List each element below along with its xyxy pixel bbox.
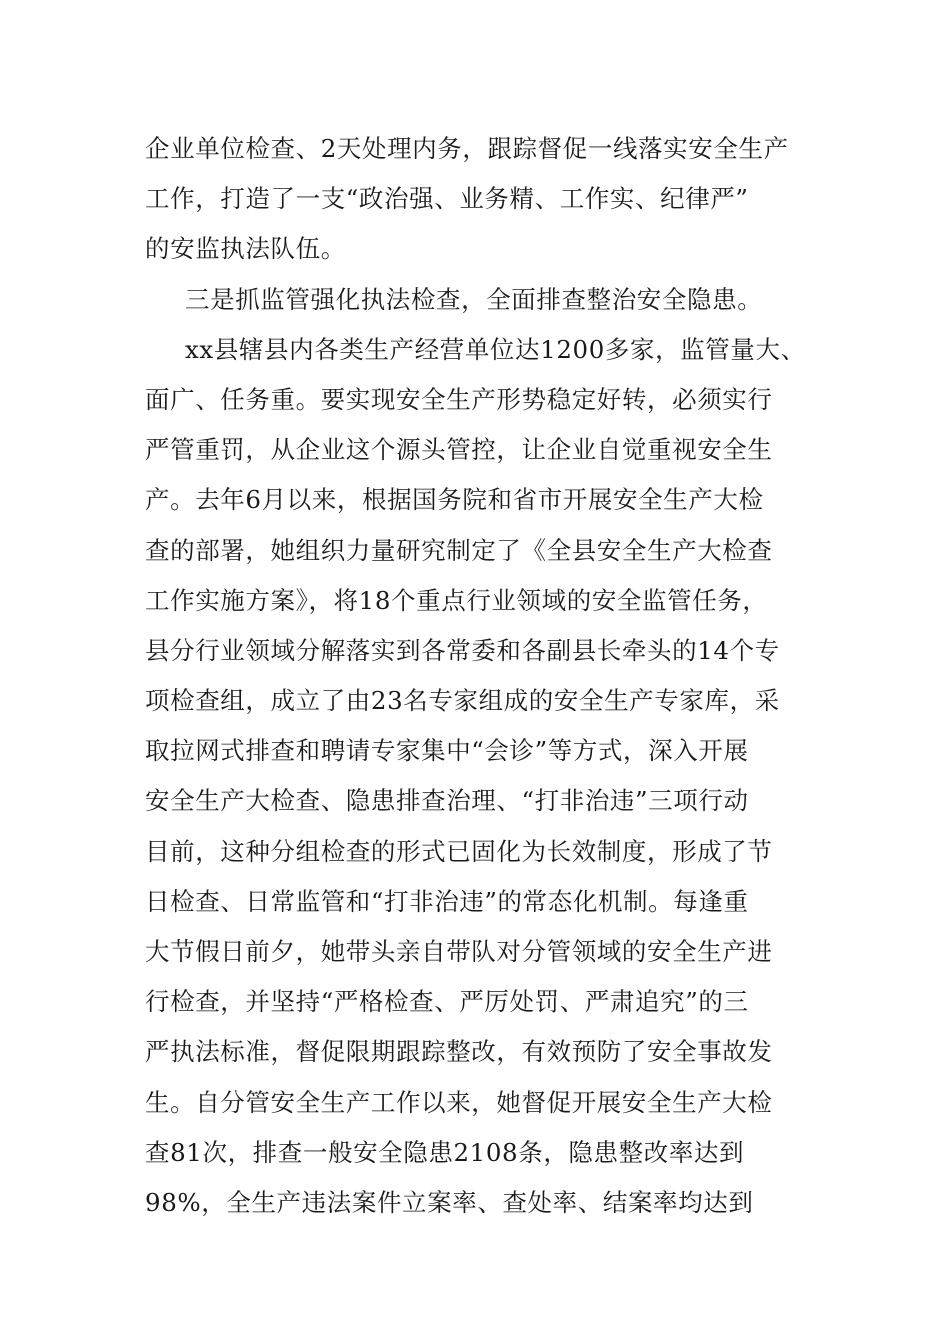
text-line: 严管重罚，从企业这个源头管控，让企业自觉重视安全生: [145, 435, 773, 465]
text-line: 企业单位检查、2天处理内务，跟踪督促一线落实安全生产: [145, 134, 789, 163]
text-line: 生。自分管安全生产工作以来，她督促开展安全生产大检: [145, 1087, 773, 1117]
text-line: 98%，全生产违法案件立案率、查处率、结案率均达到: [145, 1187, 754, 1217]
text-line: 行检查，并坚持“严格检查、严厉处罚、严肃追究”的三: [145, 987, 749, 1017]
text-line: 日检查、日常监管和“打非治违”的常态化机制。每逢重: [145, 886, 749, 916]
text-line: 项检查组，成立了由23名专家组成的安全生产专家库，采: [145, 686, 780, 716]
text-line: 查的部署，她组织力量研究制定了《全县安全生产大检查: [145, 535, 773, 565]
text-line: 工作，打造了一支“政治强、业务精、工作实、纪律严”: [145, 184, 749, 214]
text-line: 产。去年6月以来，根据国务院和省市开展安全生产大检: [145, 485, 764, 515]
paragraph-start-line: xx县辖县内各类生产经营单位达1200多家，监管量大、: [185, 334, 806, 364]
text-line: 工作实施方案》，将18个重点行业领域的安全监管任务，: [145, 585, 768, 615]
text-line: 查81次，排查一般安全隐患2108条，隐患整改率达到: [145, 1137, 745, 1167]
document-body: [145, 124, 845, 1228]
text-line: 严执法标准，督促限期跟踪整改，有效预防了安全事故发: [145, 1037, 773, 1067]
text-line: 县分行业领域分解落实到各常委和各副县长牵头的14个专: [145, 635, 780, 665]
text-line: 安全生产大检查、隐患排查治理、“打非治违”三项行动: [145, 786, 749, 816]
text-line: 的安监执法队伍。: [145, 234, 346, 264]
text-line: 面广、任务重。要实现安全生产形势稳定好转，必须实行: [145, 384, 773, 414]
text-line: 取拉网式排查和聘请专家集中“会诊”等方式，深入开展: [145, 736, 749, 766]
section-heading-line: 三是抓监管强化执法检查，全面排查整治安全隐患。: [185, 284, 763, 314]
text-line: 目前，这种分组检查的形式已固化为长效制度，形成了节: [145, 836, 773, 866]
text-line: 大节假日前夕，她带头亲自带队对分管领域的安全生产进: [145, 937, 773, 966]
